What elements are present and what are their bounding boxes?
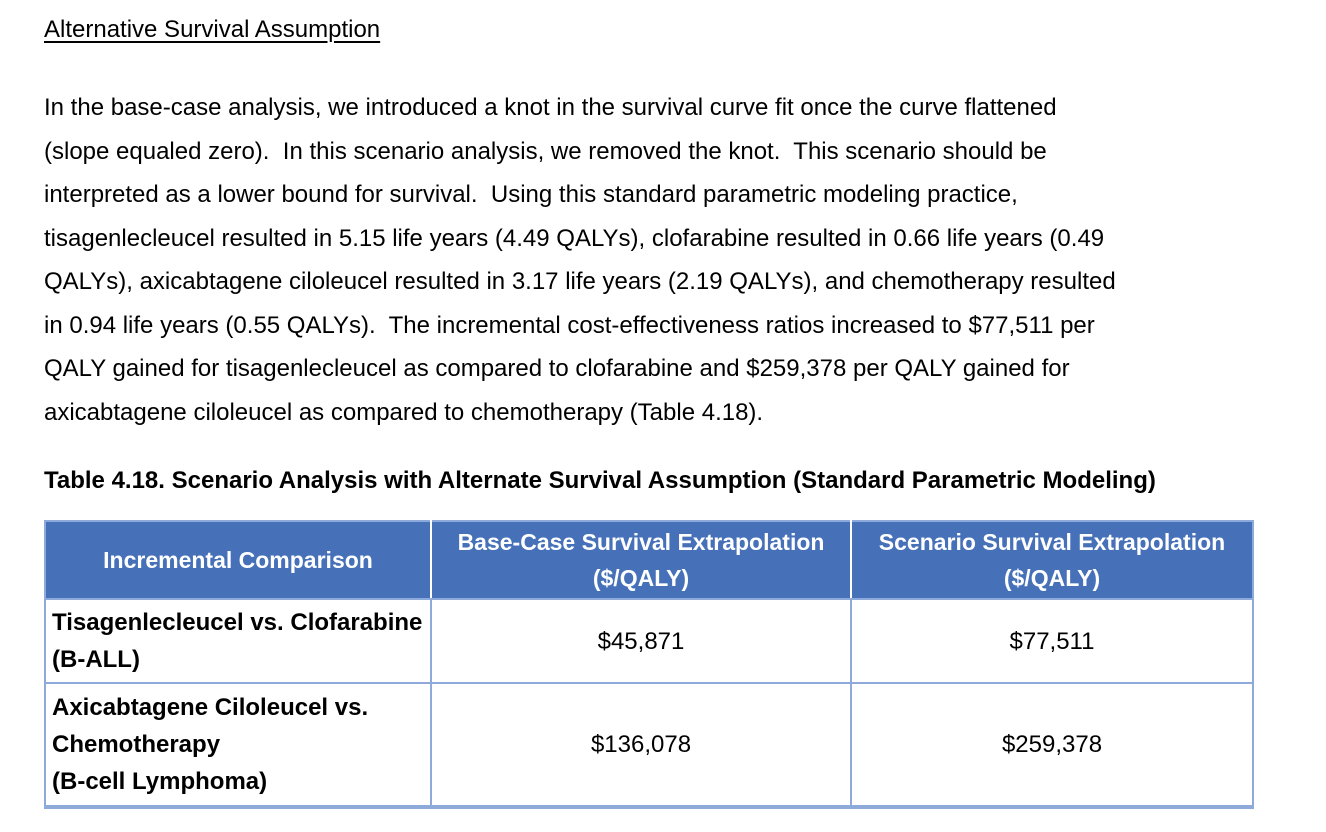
base-case-value: $136,078 xyxy=(431,683,851,807)
paragraph-line: in 0.94 life years (0.55 QALYs). The incremental cost-effectiveness ratios increased to $77,511 per xyxy=(44,311,1095,339)
header-label: Base-Case Survival Extrapolation xyxy=(457,529,825,555)
section-heading: Alternative Survival Assumption xyxy=(44,16,381,43)
table-row xyxy=(45,599,1253,683)
header-label: Incremental Comparison xyxy=(103,547,373,573)
table-row xyxy=(45,683,1253,807)
paragraph-line: interpreted as a lower bound for survival. Using this standard parametric modeling practice, xyxy=(44,181,1018,208)
row-label-tisagenlecleucel xyxy=(45,599,431,683)
paragraph-line: tisagenlecleucel resulted in 5.15 life years (4.49 QALYs), clofarabine resulted in 0.66 life years (0.49 xyxy=(44,224,1105,252)
row-label-line: (B-ALL) xyxy=(52,646,140,673)
row-label-line: Axicabtagene Ciloleucel vs. xyxy=(52,694,369,721)
row-label-line: Tisagenlecleucel vs. Clofarabine xyxy=(52,609,423,636)
base-case-value: $45,871 xyxy=(431,599,851,683)
row-label-line: Chemotherapy xyxy=(52,731,221,758)
header-sublabel: ($/QALY) xyxy=(1003,565,1101,591)
table-caption: Table 4.18. Scenario Analysis with Alternate Survival Assumption (Standard Parametric Modeling) xyxy=(44,467,1156,494)
paragraph-line: QALY gained for tisagenlecleucel as compared to clofarabine and $259,378 per QALY gained for xyxy=(44,355,1070,382)
scenario-value: $259,378 xyxy=(851,683,1253,807)
row-label-axicabtagene xyxy=(45,683,431,807)
row-label-line: (B-cell Lymphoma) xyxy=(52,768,268,795)
header-label: Scenario Survival Extrapolation xyxy=(878,529,1226,555)
header-cell-base-case xyxy=(431,521,851,599)
header-sublabel: ($/QALY) xyxy=(592,565,690,591)
paragraph-line: In the base-case analysis, we introduced a knot in the survival curve fit once the curve flattened xyxy=(44,94,1057,121)
table-header-row xyxy=(45,521,1253,599)
scenario-analysis-table xyxy=(44,520,1254,809)
scenario-value: $77,511 xyxy=(851,599,1253,683)
paragraph-line: (slope equaled zero). In this scenario analysis, we removed the knot. This scenario should be xyxy=(44,137,1047,165)
header-cell-incremental-comparison xyxy=(45,521,431,599)
body-paragraph xyxy=(44,86,1296,434)
header-cell-scenario xyxy=(851,521,1253,599)
paragraph-line: QALYs), axicabtagene ciloleucel resulted in 3.17 life years (2.19 QALYs), and chemotherapy resulted xyxy=(44,268,1116,295)
paragraph-line: axicabtagene ciloleucel as compared to chemotherapy (Table 4.18). xyxy=(44,398,764,426)
